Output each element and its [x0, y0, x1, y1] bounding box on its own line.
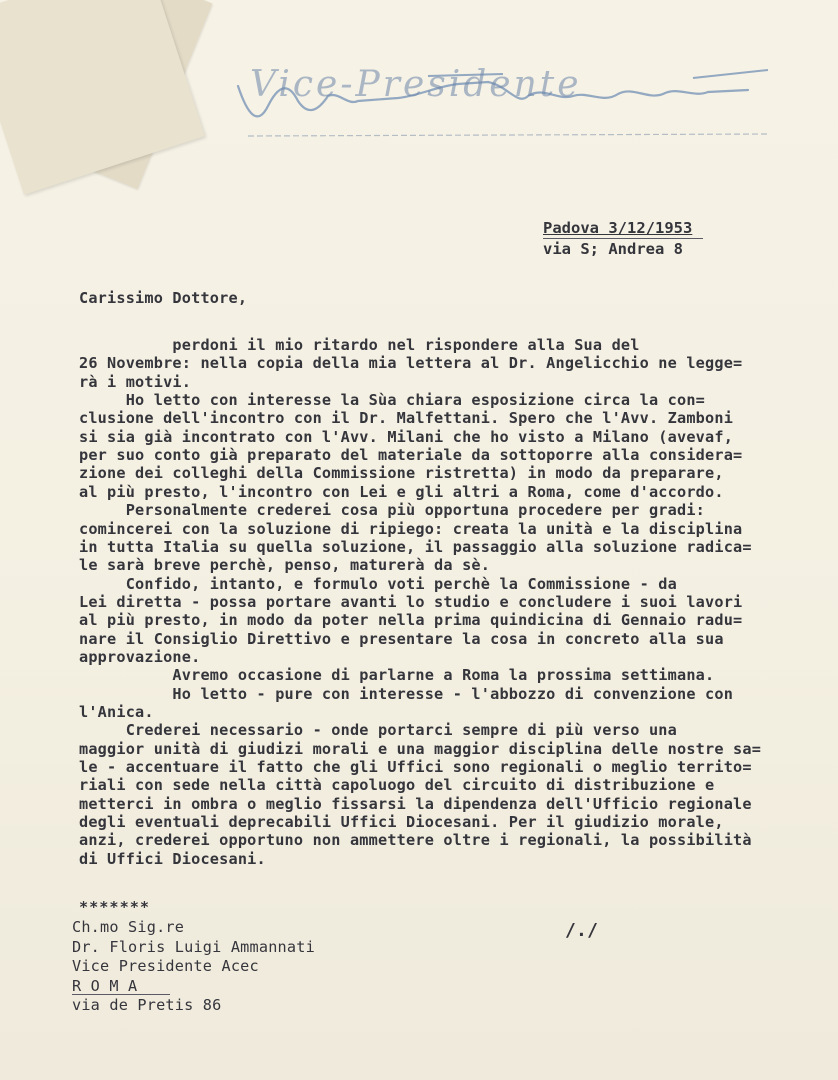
- body-line: metterci in ombra o meglio fissarsi la dipendenza dell'Ufficio regionale: [79, 794, 752, 813]
- body-line: Confido, intanto, e formulo voti perchè la Commissione - da: [79, 574, 677, 593]
- body-line: approvazione.: [79, 647, 201, 666]
- body-line: maggior unità di giudizi morali e una maggior disciplina delle nostre sa=: [79, 739, 762, 758]
- recipient-line: via de Pretis 86: [72, 996, 222, 1014]
- body-line: Ho letto - pure con interesse - l'abbozzo di convenzione con: [79, 684, 734, 703]
- city-underline: [72, 994, 170, 995]
- body-line: al più presto, l'incontro con Lei e gli altri a Roma, come d'accordo.: [79, 482, 724, 501]
- signature-mark: /./: [565, 920, 599, 941]
- body-line: 26 Novembre: nella copia della mia lettera al Dr. Angelicchio ne legge=: [79, 354, 743, 373]
- body-line: degli eventuali deprecabili Uffici Diocesani. Per il giudizio morale,: [79, 813, 724, 832]
- body-line: al più presto, in modo da poter nella prima quindicina di Gennaio radu=: [79, 611, 743, 630]
- body-line: le - accentuare il fatto che gli Uffici sono regionali o meglio territo=: [79, 758, 752, 777]
- body-line: Ho letto con interesse la Sùa chiara esposizione circa la con=: [79, 391, 706, 410]
- body-line: riali con sede nella città capoluogo del circuito di distribuzione e: [79, 776, 715, 795]
- body-line: l'Anica.: [79, 703, 154, 721]
- body-line: Crederei necessario - onde portarci sempre di più verso una: [79, 721, 677, 740]
- salutation: Carissimo Dottore,: [79, 289, 248, 307]
- date-address-block: [543, 218, 692, 260]
- date-underline: [543, 238, 703, 239]
- body-line: Avremo occasione di parlarne a Roma la prossima settimana.: [79, 666, 715, 685]
- recipient-line: Vice Presidente Acec: [72, 957, 259, 975]
- body-line: clusione dell'incontro con il Dr. Malfettani. Spero che l'Avv. Zamboni: [79, 409, 734, 428]
- separator: *******: [79, 898, 151, 916]
- body-line: perdoni il mio ritardo nel rispondere alla Sua del: [79, 336, 640, 354]
- body-line: nare il Consiglio Direttivo e presentare la cosa in concreto alla sua: [79, 629, 724, 648]
- body-line: di Uffici Diocesani.: [79, 849, 266, 868]
- recipient-line: R O M A: [72, 976, 138, 995]
- handwritten-annotation-text: Vice-Presidente: [250, 64, 582, 105]
- body-line: si sia già incontrato con l'Avv. Milani che ho visto a Milano (avevaf,: [79, 427, 734, 446]
- body-line: rà i motivi.: [79, 372, 192, 391]
- body-line: comincerei con la soluzione di ripiego: creata la unità e la disciplina: [79, 519, 743, 538]
- city-date: Padova 3/12/1953: [543, 219, 693, 237]
- body-line: Lei diretta - possa portare avanti lo studio e concludere i suoi lavori: [79, 592, 743, 611]
- body-line: in tutta Italia su quella soluzione, il passaggio alla soluzione radica=: [79, 537, 752, 556]
- body-line: Personalmente crederei cosa più opportuna procedere per gradi:: [79, 501, 706, 520]
- sender-address: via S; Andrea 8: [543, 240, 683, 258]
- recipient-line: Ch.mo Sig.re: [72, 918, 185, 936]
- recipient-line: Dr. Floris Luigi Ammannati: [72, 937, 315, 956]
- body-line: anzi, crederei opportuno non ammettere oltre i regionali, la possibilità: [79, 831, 752, 850]
- body-line: zione dei colleghi della Commissione ristretta) in modo da preparare,: [79, 464, 724, 483]
- body-line: per suo conto già preparato del materiale da sottoporre alla considera=: [79, 446, 743, 465]
- body-line: le sarà breve perchè, penso, maturerà da sè.: [79, 556, 491, 575]
